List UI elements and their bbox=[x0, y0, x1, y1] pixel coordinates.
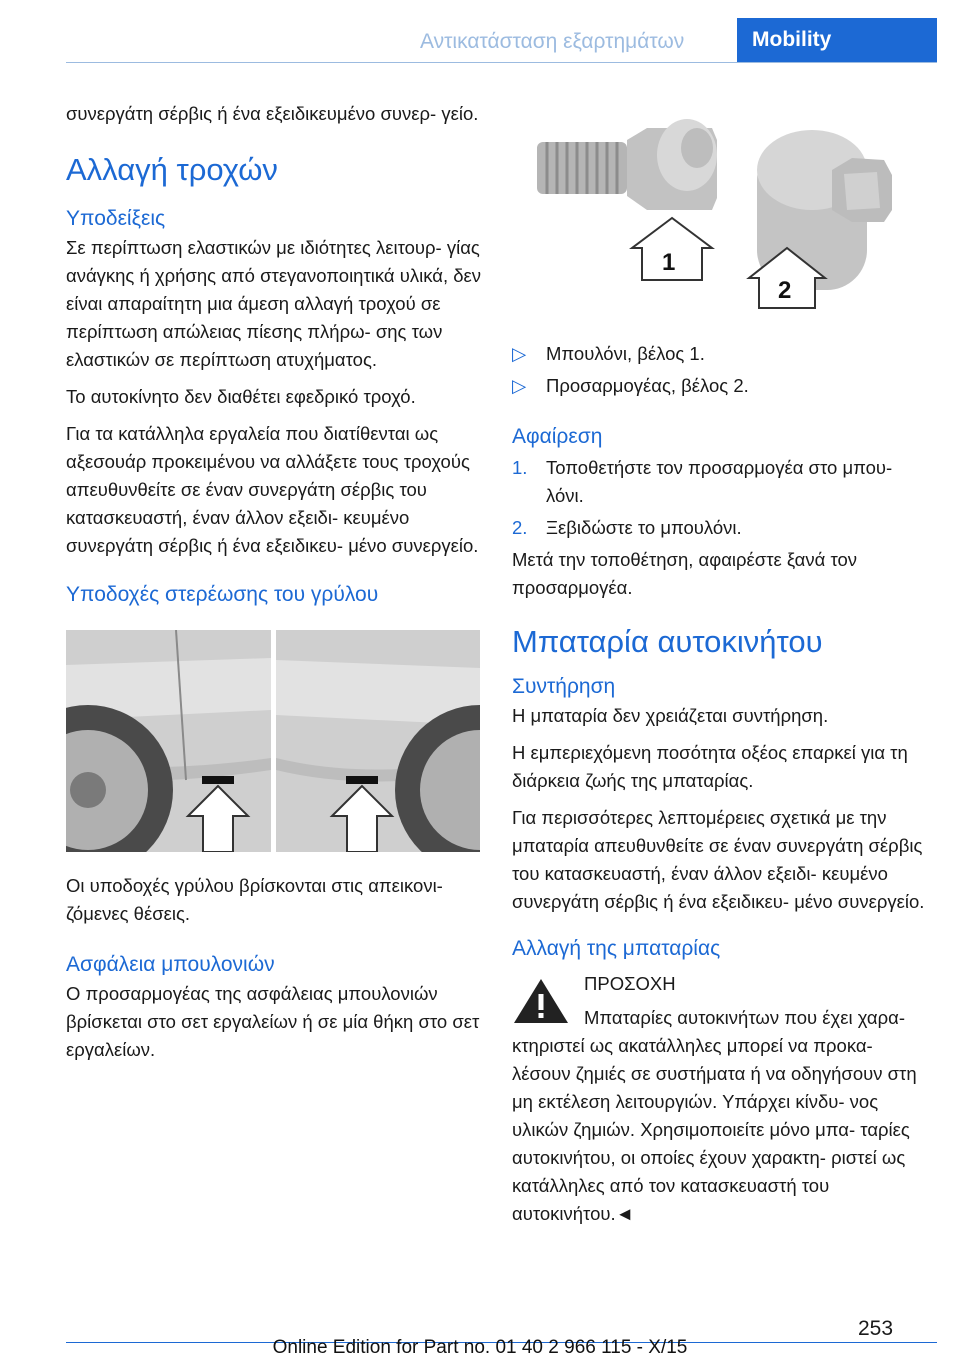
maintenance-paragraph-1: Η μπαταρία δεν χρειάζεται συντήρηση. bbox=[512, 705, 829, 726]
jack-points-figure bbox=[66, 630, 480, 852]
heading-jack-points: Υποδοχές στερέωσης του γρύλου bbox=[66, 583, 379, 606]
step-item bbox=[512, 454, 932, 510]
step-item bbox=[512, 514, 932, 542]
notes-paragraph-1: Σε περίπτωση ελαστικών με ιδιότητες λειτουρ‐ γίας ανάγκης ή χρήσης από στεγανοποιητικά υλικά, δεν είναι απαραίτητη μια άμεση αλλαγή τροχού σε περίπτωση απώλειας πίεσης πλήρω‐ σης των ελαστικών σε περίπτωση ατυχήματος. bbox=[66, 237, 482, 370]
heading-notes: Υποδείξεις bbox=[66, 207, 166, 230]
header-section-title: Αντικατάσταση εξαρτημάτων bbox=[420, 30, 685, 53]
left-column bbox=[66, 100, 486, 1073]
bullet-text: Μπουλόνι, βέλος 1. bbox=[546, 343, 705, 364]
header-chapter-tab: Mobility bbox=[737, 18, 937, 62]
jack-point-front-panel bbox=[66, 630, 271, 852]
heading-maintenance: Συντήρηση bbox=[512, 675, 616, 698]
notes-paragraph-2: Το αυτοκίνητο δεν διαθέτει εφεδρικό τροχό. bbox=[66, 386, 416, 407]
maintenance-paragraph-2: Η εμπεριεχόμενη ποσότητα οξέος επαρκεί για τη διάρκεια ζωής της μπαταρίας. bbox=[512, 742, 908, 791]
step-number: 1. bbox=[512, 457, 528, 478]
heading-battery-change: Αλλαγή της μπαταρίας bbox=[512, 937, 721, 960]
step-number: 2. bbox=[512, 517, 528, 538]
notes-paragraph-3: Για τα κατάλληλα εργαλεία που διατίθενται ως αξεσουάρ προκειμένου να αλλάξετε τους τροχούς απευθυνθείτε σε έναν συνεργάτη σέρβις του κατασκευαστή, έναν άλλον εξειδι‐ κευμένο συνεργάτη σέρβις ή ένα εξειδικευ‐ μένο συνεργείο. bbox=[66, 423, 479, 556]
list-item bbox=[512, 372, 932, 400]
list-item bbox=[512, 340, 932, 368]
maintenance-paragraph-3: Για περισσότερες λεπτομέρειες σχετικά με την μπαταρία απευθυνθείτε σε έναν συνεργάτη σέρβις του κατασκευαστή, έναν άλλον εξειδι‐ κευμένο συνεργάτη σέρβις ή ένα εξειδικευ‐ μένο συνεργείο. bbox=[512, 807, 925, 912]
intro-paragraph: συνεργάτη σέρβις ή ένα εξειδικευμένο συνερ‐ γείο. bbox=[66, 103, 479, 124]
bullet-marker: ▷ bbox=[512, 343, 527, 364]
heading-wheel-lock: Ασφάλεια μπουλονιών bbox=[66, 953, 275, 976]
jack-point-rear-panel bbox=[276, 630, 480, 852]
right-column bbox=[512, 100, 932, 1237]
jack-paragraph: Οι υποδοχές γρύλου βρίσκονται στις απεικονι‐ ζόμενες θέσεις. bbox=[66, 875, 443, 924]
wheel-lock-paragraph: Ο προσαρμογέας της ασφάλειας μπουλονιών βρίσκεται στο σετ εργαλείων ή σε μία θήκη στο σετ εργαλείων. bbox=[66, 983, 480, 1060]
bullet-marker: ▷ bbox=[512, 375, 527, 396]
page-number: 253 bbox=[858, 1317, 894, 1340]
heading-wheel-change: Αλλαγή τροχών bbox=[66, 152, 278, 187]
warning-icon bbox=[512, 976, 570, 1026]
step-text: Τοποθετήστε τον προσαρμογέα στο μπου‐ λόνι. bbox=[546, 457, 893, 506]
arrow-1-label: 1 bbox=[662, 249, 676, 276]
heading-battery: Μπαταρία αυτοκινήτου bbox=[512, 624, 823, 659]
header-rule bbox=[66, 62, 937, 63]
warning-title: ΠΡΟΣΟΧΗ bbox=[584, 973, 676, 994]
after-removal-paragraph: Μετά την τοποθέτηση, αφαιρέστε ξανά τον προσαρμογέα. bbox=[512, 549, 858, 598]
bullet-text: Προσαρμογέας, βέλος 2. bbox=[546, 375, 749, 396]
footer-edition: Online Edition for Part no. 01 40 2 966 115 - X/15 bbox=[272, 1337, 688, 1358]
warning-text: Μπαταρίες αυτοκινήτων που έχει χαρα‐ κτηριστεί ως ακατάλληλες μπορεί να προκα‐ λέσουν ζημιές σε συστήματα ή να οδηγήσουν στη μη εκτέλεση λειτουργιών. Υπάρχει κίνδυ‐ νος υλικών ζημιών. Χρησιμοποιείτε μόνο μπα‐ ταρίες αυτοκινήτου, οι οποίες έχουν χαρακτη‐ ριστεί ως κατάλληλες από τον κατασκευαστή του αυτοκινήτου.◄ bbox=[512, 1007, 917, 1224]
step-text: Ξεβιδώστε το μπουλόνι. bbox=[546, 517, 742, 538]
arrow-2-label: 2 bbox=[778, 277, 792, 304]
lock-bolt-figure bbox=[512, 100, 926, 328]
heading-removal: Αφαίρεση bbox=[512, 425, 603, 448]
